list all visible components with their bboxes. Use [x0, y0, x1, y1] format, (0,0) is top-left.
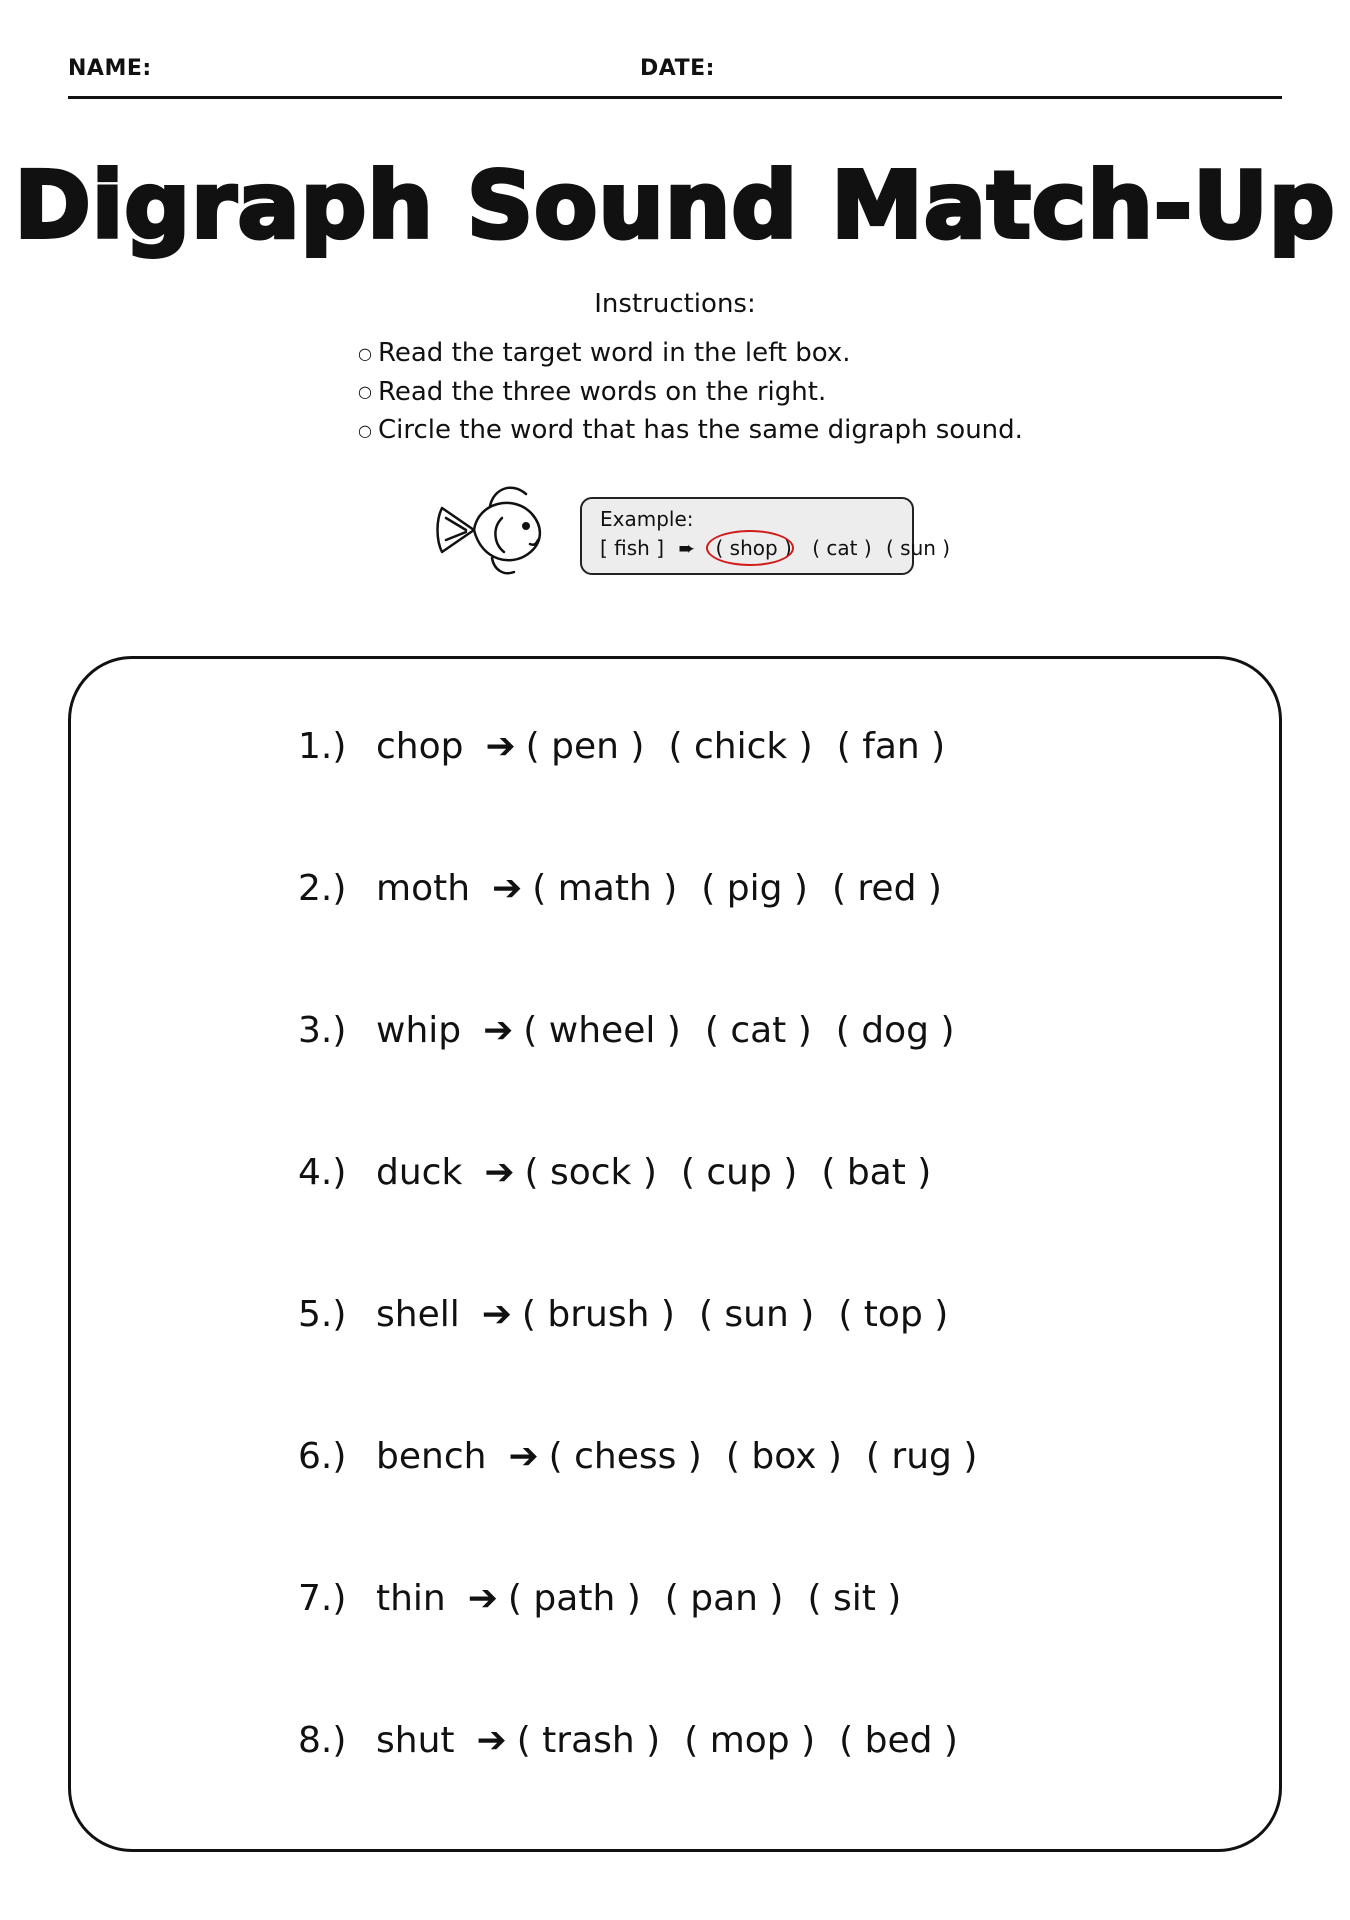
option-word[interactable]: ( fan )	[836, 725, 946, 767]
option-word[interactable]: ( brush )	[521, 1293, 675, 1335]
option-word[interactable]: ( bat )	[821, 1151, 932, 1193]
option-word[interactable]: ( sit )	[807, 1577, 902, 1619]
question-number: 5.)	[298, 1293, 347, 1335]
option-word[interactable]: ( sock )	[524, 1151, 657, 1193]
target-word: bench	[376, 1435, 487, 1477]
option-word[interactable]: ( cup )	[680, 1151, 798, 1193]
question-row	[298, 1568, 925, 1628]
target-word: duck	[376, 1151, 463, 1193]
page-title: Digraph Sound Match-Up	[14, 152, 1336, 259]
question-row	[298, 1000, 979, 1060]
answer-circle	[706, 530, 794, 566]
option-word[interactable]: ( top )	[838, 1293, 949, 1335]
instructions-heading: Instructions:	[594, 289, 756, 319]
option-word[interactable]: ( trash )	[516, 1719, 661, 1761]
date-label: DATE:	[640, 56, 715, 81]
option-word[interactable]: ( mop )	[684, 1719, 816, 1761]
fish-icon	[432, 478, 550, 582]
example-option: ( sun )	[886, 536, 951, 560]
option-word[interactable]: ( rug )	[865, 1435, 978, 1477]
arrow-icon: ➔	[492, 867, 523, 909]
option-word[interactable]: ( dog )	[835, 1009, 955, 1051]
arrow-icon: ➔	[481, 1293, 512, 1335]
question-number: 1.)	[298, 725, 347, 767]
option-word[interactable]: ( red )	[831, 867, 942, 909]
header-rule	[68, 96, 1282, 99]
instructions-list	[358, 334, 1023, 450]
question-number: 7.)	[298, 1577, 347, 1619]
instruction-item: ○ Circle the word that has the same digraph sound.	[358, 415, 1023, 445]
arrow-icon: ➔	[467, 1577, 498, 1619]
option-word[interactable]: ( path )	[507, 1577, 641, 1619]
arrow-icon: ➔	[476, 1719, 507, 1761]
example-line	[600, 536, 958, 560]
question-number: 4.)	[298, 1151, 347, 1193]
target-word: moth	[376, 867, 471, 909]
question-number: 8.)	[298, 1719, 347, 1761]
instruction-item: ○ Read the target word in the left box.	[358, 338, 851, 368]
option-word[interactable]: ( bed )	[839, 1719, 958, 1761]
question-row	[298, 1710, 982, 1770]
option-word[interactable]: ( pan )	[664, 1577, 784, 1619]
target-word: whip	[376, 1009, 462, 1051]
option-word[interactable]: ( cat )	[704, 1009, 812, 1051]
example-option: ( cat )	[812, 536, 872, 560]
arrow-icon: ➔	[483, 1009, 514, 1051]
target-word: thin	[376, 1577, 446, 1619]
question-row	[298, 716, 969, 776]
option-word[interactable]: ( sun )	[698, 1293, 815, 1335]
arrow-icon: ➔	[508, 1435, 539, 1477]
option-word[interactable]: ( pig )	[701, 867, 808, 909]
option-word[interactable]: ( pen )	[525, 725, 645, 767]
option-word[interactable]: ( wheel )	[523, 1009, 681, 1051]
question-row	[298, 1142, 955, 1202]
example-target: [ fish ]	[600, 536, 665, 560]
question-row	[298, 1426, 1001, 1486]
name-label: NAME:	[68, 56, 152, 81]
option-word[interactable]: ( box )	[725, 1435, 842, 1477]
question-number: 3.)	[298, 1009, 347, 1051]
example-answer: ( shop )	[710, 536, 798, 560]
instruction-item: ○ Read the three words on the right.	[358, 376, 827, 407]
arrow-icon: ➔	[484, 1151, 515, 1193]
question-row	[298, 858, 966, 918]
target-word: shut	[376, 1719, 455, 1761]
option-word[interactable]: ( math )	[532, 867, 678, 909]
questions-panel	[68, 656, 1282, 1852]
example-box	[580, 497, 951, 575]
question-number: 2.)	[298, 867, 347, 909]
example-label: Example:	[600, 507, 694, 531]
target-word: chop	[376, 725, 464, 767]
question-row	[298, 1284, 972, 1344]
example-arrow-icon: ➨	[678, 536, 696, 560]
target-word: shell	[376, 1293, 460, 1335]
arrow-icon: ➔	[485, 725, 516, 767]
option-word[interactable]: ( chess )	[548, 1435, 702, 1477]
option-word[interactable]: ( chick )	[668, 725, 813, 767]
question-number: 6.)	[298, 1435, 347, 1477]
